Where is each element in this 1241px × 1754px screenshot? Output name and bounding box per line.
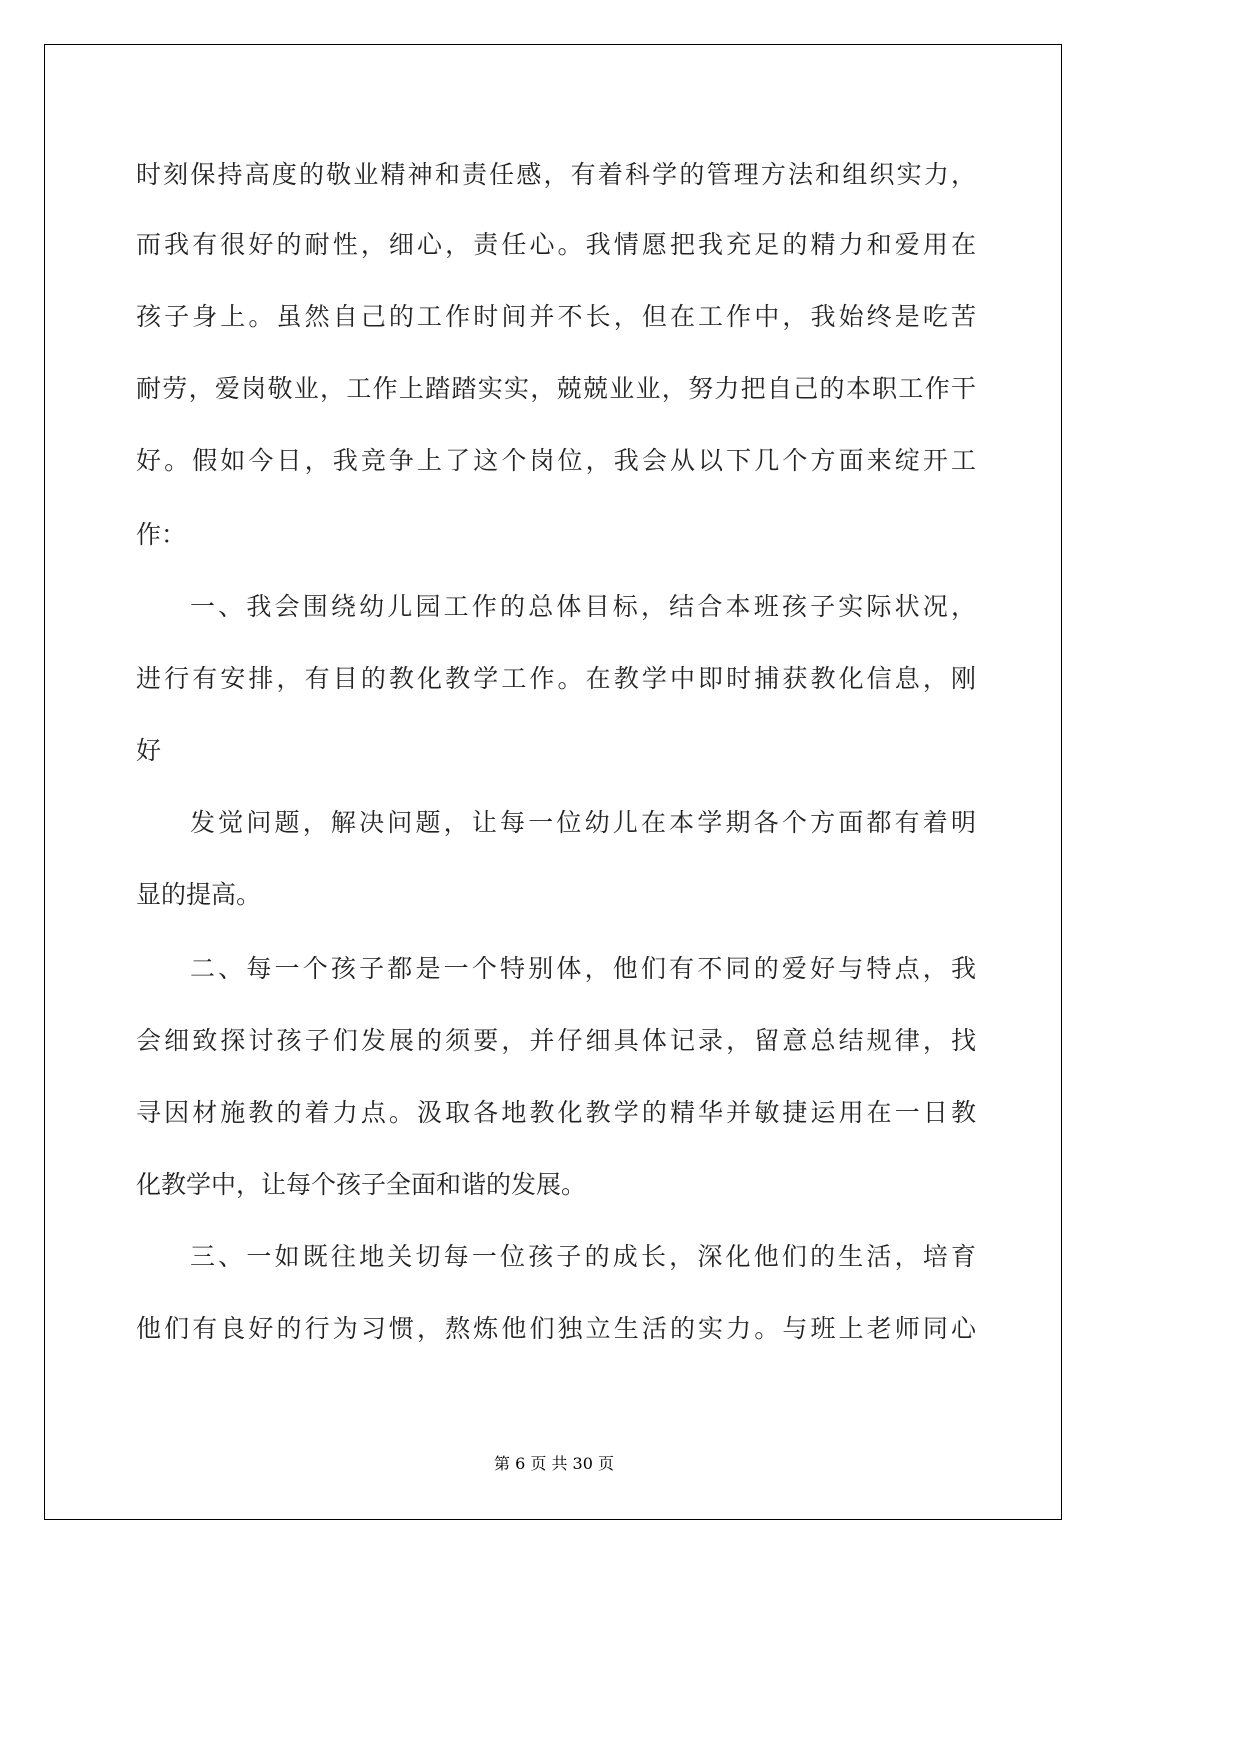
body-text-line: 化教学中，让每个孩子全面和谐的发展。 xyxy=(136,1170,587,1199)
body-text-line: 好 xyxy=(136,736,162,765)
body-text-line: 寻因材施教的着力点。汲取各地教化教学的精华并敏捷运用在一日教 xyxy=(136,1098,976,1127)
paragraph-first-line: 发觉问题，解决问题，让每一位幼儿在本学期各个方面都有着明 xyxy=(190,808,976,837)
paragraph-first-line: 三、一如既往地关切每一位孩子的成长，深化他们的生活，培育 xyxy=(190,1242,976,1271)
body-text-line: 进行有安排，有目的教化教学工作。在教学中即时捕获教化信息，刚 xyxy=(136,664,976,693)
body-text-line: 作： xyxy=(136,520,187,549)
body-text-line: 好。假如今日，我竞争上了这个岗位，我会从以下几个方面来绽开工 xyxy=(136,446,976,475)
body-text-line: 时刻保持高度的敬业精神和责任感，有着科学的管理方法和组织实力， xyxy=(136,160,976,189)
paragraph-first-line: 一、我会围绕幼儿园工作的总体目标，结合本班孩子实际状况， xyxy=(190,592,976,621)
page-frame xyxy=(44,44,1062,1520)
body-text-line: 显的提高。 xyxy=(136,880,262,909)
paragraph-first-line: 二、每一个孩子都是一个特别体，他们有不同的爱好与特点，我 xyxy=(190,954,976,983)
body-text-line: 耐劳，爱岗敬业，工作上踏踏实实，兢兢业业，努力把自己的本职工作干 xyxy=(136,374,976,403)
body-text-line: 而我有很好的耐性，细心，责任心。我情愿把我充足的精力和爱用在 xyxy=(136,230,976,259)
body-text-line: 会细致探讨孩子们发展的须要，并仔细具体记录，留意总结规律，找 xyxy=(136,1026,976,1055)
body-text-line: 他们有良好的行为习惯，熬炼他们独立生活的实力。与班上老师同心 xyxy=(136,1314,976,1343)
page-number-footer: 第 6 页 共 30 页 xyxy=(494,1454,614,1473)
body-text-line: 孩子身上。虽然自己的工作时间并不长，但在工作中，我始终是吃苦 xyxy=(136,302,976,331)
